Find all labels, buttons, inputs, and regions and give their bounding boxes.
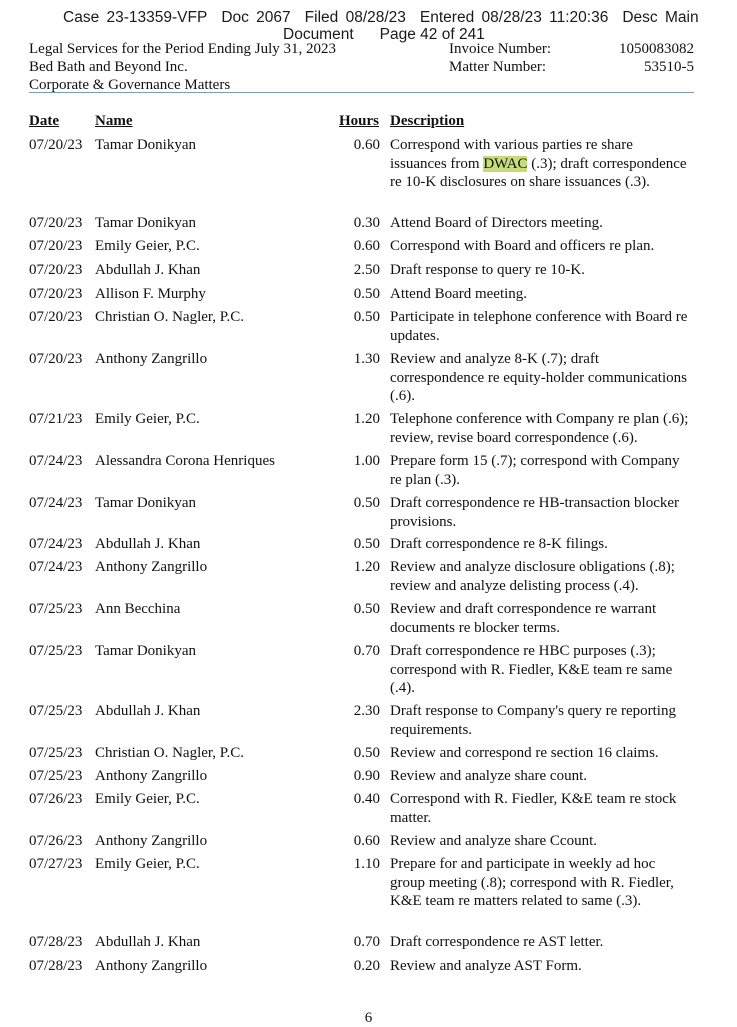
entry-date: 07/24/23 (29, 495, 83, 511)
entry-name: Emily Geier, P.C. (95, 856, 200, 872)
document-label: Document (283, 26, 354, 43)
entry-name: Abdullah J. Khan (95, 703, 201, 719)
entry-date: 07/21/23 (29, 411, 83, 427)
doc-number: Doc 2067 (221, 9, 291, 26)
entry-date: 07/20/23 (29, 309, 83, 325)
page-number: 6 (364, 1010, 373, 1026)
description-text: Correspond with various parties re share issuances from (390, 137, 633, 172)
entry-hours: 0.50 (353, 286, 380, 302)
matter-title: Corporate & Governance Matters (29, 77, 231, 93)
case-number: Case 23-13359-VFP (63, 9, 208, 26)
entry-hours: 0.50 (353, 309, 380, 325)
header-line-1 (29, 40, 694, 58)
column-header-hours: Hours (339, 113, 380, 129)
entry-hours: 0.30 (353, 215, 380, 231)
entry-date: 07/24/23 (29, 536, 83, 552)
entry-description: Review and analyze disclosure obligations (.8); review and analyze delisting process (.4). (390, 559, 675, 594)
entry-date: 07/24/23 (29, 453, 83, 469)
entry-description: Draft response to query re 10-K. (390, 262, 585, 278)
entry-name: Abdullah J. Khan (95, 262, 201, 278)
entry-name: Anthony Zangrillo (95, 559, 208, 575)
entry-date: 07/27/23 (29, 856, 83, 872)
matter-number: 53510-5 (644, 59, 694, 75)
entry-name: Abdullah J. Khan (95, 934, 201, 950)
entry-date: 07/20/23 (29, 351, 83, 367)
entry-description: Prepare form 15 (.7); correspond with Company re plan (.3). (390, 453, 680, 488)
entry-hours: 0.60 (353, 137, 380, 153)
entry-date: 07/20/23 (29, 286, 83, 302)
entry-description: Review and draft correspondence re warrant documents re blocker terms. (390, 601, 657, 636)
entry-name: Alessandra Corona Henriques (95, 453, 275, 469)
highlighted-term: DWAC (483, 155, 528, 172)
entry-hours: 1.20 (353, 411, 380, 427)
entry-description: Participate in telephone conference with Board re updates. (390, 309, 688, 344)
entry-name: Anthony Zangrillo (95, 833, 208, 849)
entry-description: Prepare for and participate in weekly ad hoc group meeting (.8); correspond with R. Fiedler, K&E team re matters related to same (.3). (390, 856, 674, 909)
entry-description: Review and correspond re section 16 claims. (390, 745, 659, 761)
entry-name: Anthony Zangrillo (95, 351, 208, 367)
desc-main: Desc Main (622, 9, 699, 26)
entry-description (390, 136, 690, 192)
entry-description: Review and analyze share count. (390, 768, 587, 784)
entry-description: Draft correspondence re HB-transaction blocker provisions. (390, 495, 680, 530)
matter-label: Matter Number: (449, 59, 547, 75)
column-header-date: Date (29, 113, 59, 129)
entry-name: Anthony Zangrillo (95, 958, 208, 974)
entry-hours: 0.70 (353, 643, 380, 659)
entry-name: Emily Geier, P.C. (95, 411, 200, 427)
entry-name: Christian O. Nagler, P.C. (95, 309, 244, 325)
entry-description: Review and analyze 8-K (.7); draft correspondence re equity-holder communications (.6). (390, 351, 687, 404)
description-text: (.3); draft correspondence re 10-K disclosures on share issuances (.3). (390, 155, 687, 190)
entry-description: Draft correspondence re HBC purposes (.3); correspond with R. Fiedler, K&E team re same (.4). (390, 643, 673, 696)
header-line-2 (29, 58, 694, 76)
entry-name: Abdullah J. Khan (95, 536, 201, 552)
invoice-number: 1050083082 (619, 41, 694, 57)
entry-name: Emily Geier, P.C. (95, 238, 200, 254)
entry-name: Tamar Donikyan (95, 137, 197, 153)
entry-hours: 0.50 (353, 601, 380, 617)
entry-date: 07/20/23 (29, 262, 83, 278)
column-header-description: Description (390, 113, 465, 129)
entry-name: Tamar Donikyan (95, 215, 197, 231)
entry-description: Draft response to Company's query re reporting requirements. (390, 703, 676, 738)
entry-hours: 1.10 (353, 856, 380, 872)
entry-date: 07/25/23 (29, 745, 83, 761)
entry-date: 07/28/23 (29, 934, 83, 950)
entry-date: 07/28/23 (29, 958, 83, 974)
client-name: Bed Bath and Beyond Inc. (29, 59, 188, 75)
header-divider (29, 92, 694, 93)
entry-hours: 0.50 (353, 745, 380, 761)
entry-name: Tamar Donikyan (95, 643, 197, 659)
entry-hours: 0.70 (353, 934, 380, 950)
invoice-label: Invoice Number: (449, 41, 552, 57)
entry-name: Emily Geier, P.C. (95, 791, 200, 807)
entry-hours: 2.30 (353, 703, 380, 719)
entry-hours: 1.00 (353, 453, 380, 469)
entry-name: Tamar Donikyan (95, 495, 197, 511)
entry-name: Allison F. Murphy (95, 286, 206, 302)
entry-date: 07/20/23 (29, 215, 83, 231)
entry-hours: 0.40 (353, 791, 380, 807)
entry-description: Review and analyze share Ccount. (390, 833, 598, 849)
entry-description: Attend Board meeting. (390, 286, 528, 302)
filed-date: Filed 08/28/23 (304, 9, 406, 26)
entry-date: 07/26/23 (29, 791, 83, 807)
entry-description: Draft correspondence re 8-K filings. (390, 536, 608, 552)
period-title: Legal Services for the Period Ending July 31, 2023 (29, 41, 337, 57)
entry-date: 07/25/23 (29, 601, 83, 617)
entry-date: 07/25/23 (29, 643, 83, 659)
entry-hours: 0.90 (353, 768, 380, 784)
entry-name: Christian O. Nagler, P.C. (95, 745, 244, 761)
entry-hours: 0.20 (353, 958, 380, 974)
entry-date: 07/20/23 (29, 137, 83, 153)
entry-description: Telephone conference with Company re plan (.6); review, revise board correspondence (.6). (390, 411, 689, 446)
entry-description: Correspond with R. Fiedler, K&E team re stock matter. (390, 791, 677, 826)
entry-date: 07/26/23 (29, 833, 83, 849)
entry-description: Attend Board of Directors meeting. (390, 215, 603, 231)
stamp-line-1 (63, 10, 699, 26)
entry-hours: 1.20 (353, 559, 380, 575)
page-of-total: Page 42 of 241 (379, 26, 485, 43)
entry-name: Ann Becchina (95, 601, 181, 617)
entry-description: Draft correspondence re AST letter. (390, 934, 604, 950)
entry-date: 07/25/23 (29, 703, 83, 719)
entry-name: Anthony Zangrillo (95, 768, 208, 784)
entry-hours: 2.50 (353, 262, 380, 278)
column-header-name: Name (95, 113, 133, 129)
entry-date: 07/25/23 (29, 768, 83, 784)
entry-hours: 0.50 (353, 495, 380, 511)
entry-hours: 0.60 (353, 238, 380, 254)
entry-hours: 1.30 (353, 351, 380, 367)
entry-description: Review and analyze AST Form. (390, 958, 582, 974)
entered-date: Entered 08/28/23 11:20:36 (419, 9, 609, 26)
entry-description: Correspond with Board and officers re plan. (390, 238, 655, 254)
entry-hours: 0.50 (353, 536, 380, 552)
entry-date: 07/20/23 (29, 238, 83, 254)
entry-hours: 0.60 (353, 833, 380, 849)
entry-date: 07/24/23 (29, 559, 83, 575)
